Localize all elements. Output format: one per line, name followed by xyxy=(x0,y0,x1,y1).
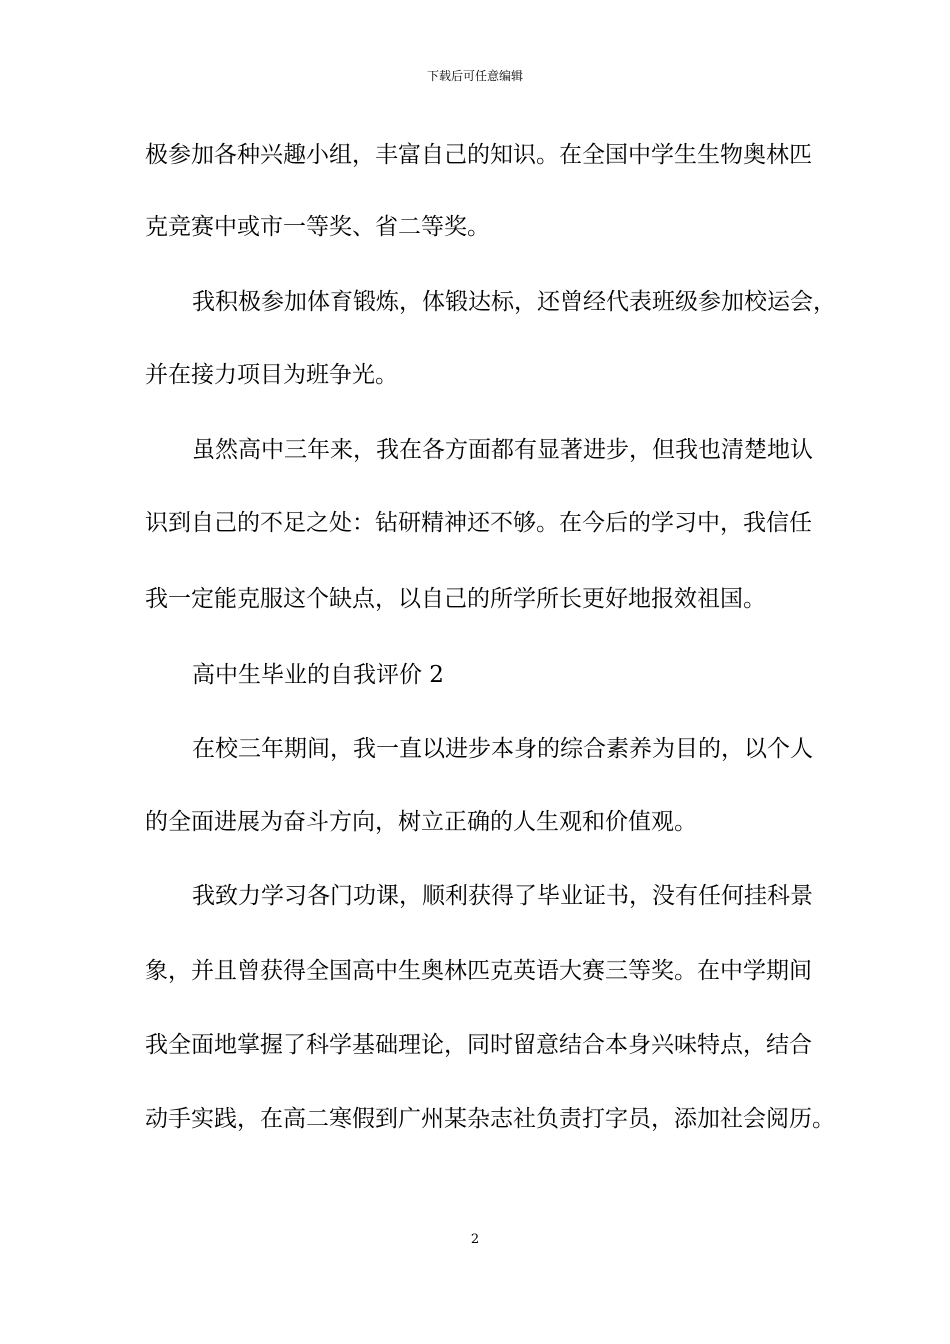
body-line: 并在接力项目为班争光。 xyxy=(145,362,398,388)
body-line: 我全面地掌握了科学基础理论，同时留意结合本身兴味特点，结合 xyxy=(145,1032,812,1058)
body-line: 我积极参加体育锻炼，体锻达标，还曾经代表班级参加校运会， xyxy=(192,289,836,315)
body-line: 极参加各种兴趣小组，丰富自己的知识。在全国中学生生物奥林匹 xyxy=(145,142,812,168)
body-line: 的全面进展为奋斗方向，树立正确的人生观和价值观。 xyxy=(145,809,697,835)
body-line: 象，并且曾获得全国高中生奥林匹克英语大赛三等奖。在中学期间 xyxy=(145,958,812,984)
page-header: 下载后可任意编辑 xyxy=(426,69,523,83)
section-heading: 高中生毕业的自我评价 2 xyxy=(192,662,444,688)
page-number: 2 xyxy=(470,1232,480,1247)
body-line: 在校三年期间，我一直以进步本身的综合素养为目的，以个人 xyxy=(192,736,813,762)
body-line: 我致力学习各门功课，顺利获得了毕业证书，没有任何挂科景 xyxy=(192,883,813,909)
body-line: 我一定能克服这个缺点，以自己的所学所长更好地报效祖国。 xyxy=(145,586,766,612)
body-line: 动手实践，在高二寒假到广州某杂志社负责打字员，添加社会阅历。 xyxy=(145,1106,835,1132)
body-line: 克竞赛中或市一等奖、省二等奖。 xyxy=(145,214,490,240)
body-line: 识到自己的不足之处：钻研精神还不够。在今后的学习中，我信任 xyxy=(145,510,812,536)
body-line: 虽然高中三年来，我在各方面都有显著进步，但我也清楚地认 xyxy=(192,437,813,463)
